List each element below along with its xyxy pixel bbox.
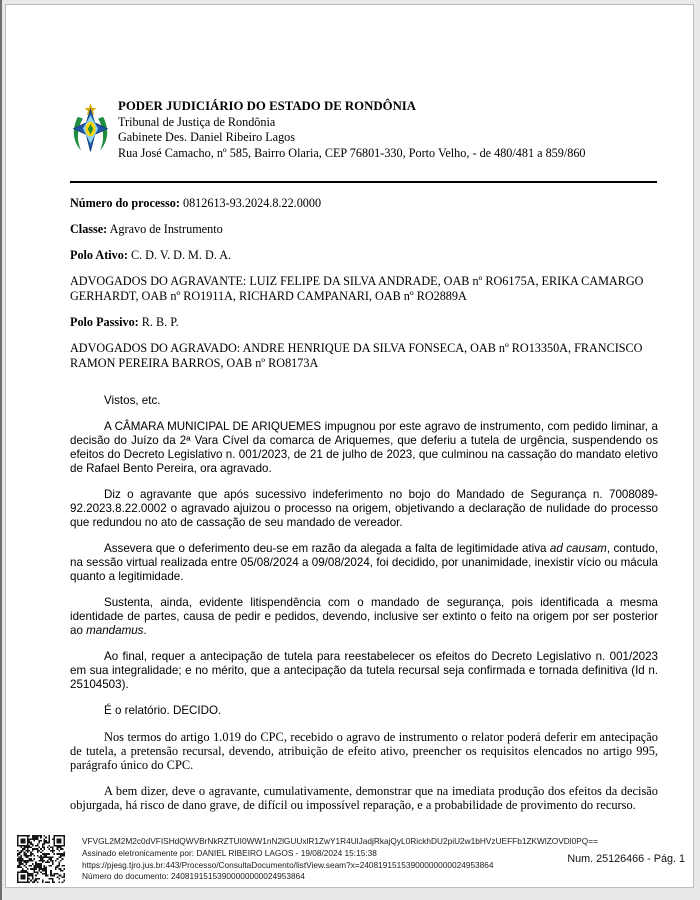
header-divider — [70, 181, 657, 183]
process-number-row — [70, 196, 658, 211]
paragraph-vistos: Vistos, etc. — [104, 394, 161, 407]
sustenta-post: . — [143, 624, 147, 637]
court-office: Gabinete Des. Daniel Ribeiro Lagos — [118, 130, 296, 144]
court-address: Rua José Camacho, nº 585, Bairro Olaria, CEP 76801-330, Porto Velho, - de 480/481 a 859/860 — [118, 145, 586, 160]
process-number-label: Número do processo: — [70, 196, 180, 210]
verification-url: https://pjesg.tjro.jus.br:443/Processo/ConsultaDocumento/listView.seam?x=24081915153900000000024953864 — [82, 859, 494, 870]
paragraph-nostermos: Nos termos do artigo 1.019 do CPC, recebido o agravo de instrumento o relator poderá deferir em antecipação de tutela, a pretensão recursal, devendo, atribuição de efeito ativo, preencher os requisitos elencados no artigo 995, parágrafo único do CPC. — [70, 730, 658, 772]
paragraph-diz: Diz o agravante que após sucessivo indeferimento no bojo do Mandado de Segurança n. 7008089-92.2023.8.22.0002 o agravado ajuizou o processo na origem, objetivando a declaração de nulidade do processo que redundou no ato de cassação de seu mandado de vereador. — [70, 488, 658, 529]
process-class-row — [70, 222, 658, 237]
assevera-pre: Assevera que o deferimento deu-se em razão da alegada a falta de legitimidade ativa — [104, 542, 550, 555]
court-title: PODER JUDICIÁRIO DO ESTADO DE RONDÔNIA — [118, 99, 417, 113]
page-number: Num. 25126466 - Pág. 1 — [567, 853, 685, 865]
polo-passivo-row — [70, 315, 658, 330]
header-text-block — [118, 99, 630, 161]
paragraph-assevera — [70, 542, 658, 584]
document-page — [5, 4, 694, 888]
polo-passivo-label: Polo Passivo: — [70, 315, 139, 329]
process-class-label: Classe: — [70, 222, 108, 236]
polo-ativo-value: C. D. V. D. M. D. A. — [130, 248, 232, 262]
sustenta-latin-term: mandamus — [86, 624, 144, 637]
paragraph-camara: A CÂMARA MUNICIPAL DE ARIQUEMES impugnou por este agravo de instrumento, com pedido liminar, a decisão do Juízo da 2ª Vara Cível da comarca de Ariquemes, que deferiu a tutela de urgência, suspendendo os efeitos do Decreto Legislativo n. 001/2023, de 21 de julho de 2023, que culminou na cassação do mandato eletivo de Rafael Bento Pereira, ora agravado. — [70, 420, 658, 475]
assevera-post: , contudo, na sessão virtual realizada entre 05/08/2024 a 09/08/2024, foi decidido, por unanimidade, inexistir vício ou mácula quanto a legitimidade. — [70, 542, 658, 583]
decision-body — [70, 394, 658, 824]
document-header — [72, 99, 630, 162]
advogados-agravado: ADVOGADOS DO AGRAVADO: ANDRE HENRIQUE DA SILVA FONSECA, OAB nº RO13350A, FRANCISCO RAMON PEREIRA BARROS, OAB nº RO8173A — [70, 341, 643, 370]
qr-code-icon — [17, 835, 65, 888]
polo-ativo-label: Polo Ativo: — [70, 248, 128, 262]
paragraph-relatorio: É o relatório. DECIDO. — [104, 704, 222, 717]
polo-passivo-value: R. B. P. — [141, 315, 179, 329]
signature-author: Assinado eletronicamente por: DANIEL RIBEIRO LAGOS - 19/08/2024 15:15:38 — [82, 847, 377, 858]
court-org: Tribunal de Justiça de Rondônia — [118, 114, 276, 129]
polo-ativo-row — [70, 248, 658, 263]
signature-lines — [82, 836, 598, 883]
paragraph-abemdizer: A bem dizer, deve o agravante, cumulativamente, demonstrar que na imediata produção dos efeitos da decisão objurgada, há risco de dano grave, de difícil ou impossível reparação, e a probabilidade de provimento do recurso. — [70, 784, 658, 812]
process-info — [70, 196, 658, 382]
assevera-latin-term: ad causam — [549, 542, 607, 555]
signature-footer — [16, 831, 687, 885]
window-left-edge — [0, 0, 2, 900]
sustenta-pre: Sustenta, ainda, evidente litispendência com o mandado de segurança, pois identificada a mesma identidade de partes, causa de pedir e pedidos, devendo, inclusive ser extinto o feito na origem por ser posterior ao — [70, 596, 658, 637]
process-class-value: Agravo de Instrumento — [109, 222, 223, 236]
paragraph-aofinal: Ao final, requer a antecipação de tutela para reestabelecer os efeitos do Decreto Legislativo n. 001/2023 em sua integralidade; e no mérito, que a antecipação da tutela recursal seja confirmada e tornada definitiva (Id n. 25104503). — [70, 650, 658, 691]
paragraph-sustenta — [70, 596, 658, 638]
signature-hash: VFVGL2M2M2c0dVFISHdQWVBrNkRZTUI0WW1nN2lGUUxlR1ZwY1R4UlJadjRkajQyL0RickhDU2piU2w1bHVzUEFFb1ZKWlZOVDl0PQ== — [82, 836, 598, 846]
rondonia-coat-of-arms-icon — [72, 102, 109, 162]
process-number-value: 0812613-93.2024.8.22.0000 — [182, 196, 322, 210]
document-number: Número do documento: 24081915153900000000024953864 — [82, 871, 305, 882]
advogados-agravante: ADVOGADOS DO AGRAVANTE: LUIZ FELIPE DA SILVA ANDRADE, OAB nº RO6175A, ERIKA CAMARGO GERHARDT, OAB nº RO1911A, RICHARD CAMPANARI, OAB nº RO2889A — [70, 274, 644, 303]
